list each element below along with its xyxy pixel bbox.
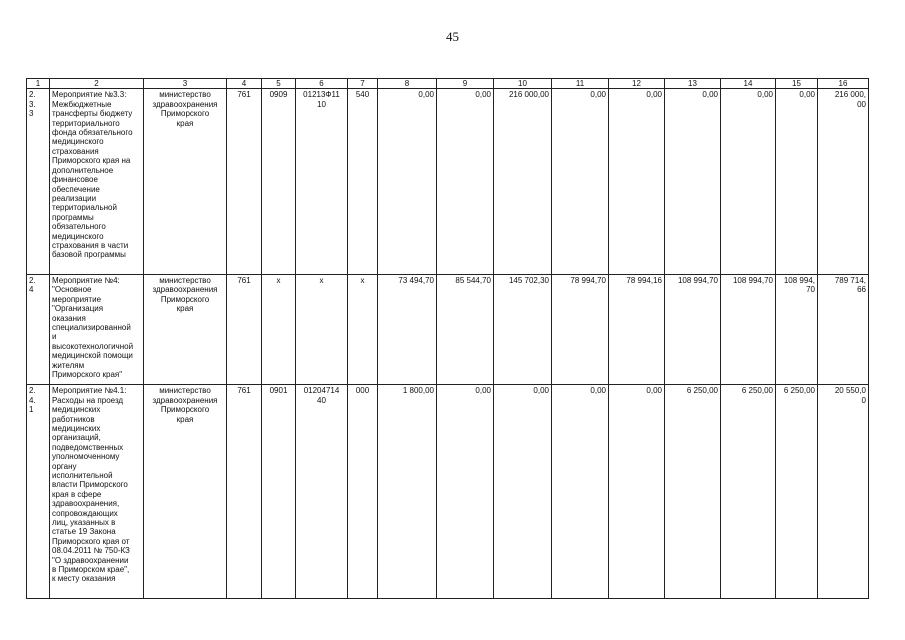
row-index: 2. 3. 3 bbox=[27, 89, 50, 275]
cell-c8: 0,00 bbox=[378, 89, 437, 275]
cell-c12: 0,00 bbox=[609, 385, 665, 599]
event-name: Мероприятие №4.1: Расходы на проезд медицинских работников медицинских организаций, подведомственных уполномоченному органу исполнительной власти Приморского края в сфере здравоохранения, сопровождающих лиц, указанных в статье 19 Закона Приморского края от 08.04.2011 № 750-КЗ "О здравоохранении в Приморском крае", к месту оказания bbox=[50, 385, 144, 599]
cell-c16: 216 000, 00 bbox=[818, 89, 869, 275]
header-cell: 15 bbox=[776, 79, 818, 89]
cell-c14: 6 250,00 bbox=[721, 385, 776, 599]
executor: министерство здравоохранения Приморского края bbox=[144, 385, 227, 599]
header-cell: 3 bbox=[144, 79, 227, 89]
cell-c5: 0909 bbox=[262, 89, 296, 275]
cell-c5: х bbox=[262, 275, 296, 385]
cell-c12: 78 994,16 bbox=[609, 275, 665, 385]
header-cell: 9 bbox=[437, 79, 494, 89]
cell-c9: 85 544,70 bbox=[437, 275, 494, 385]
header-cell: 4 bbox=[227, 79, 262, 89]
data-table bbox=[26, 78, 869, 599]
header-cell: 1 bbox=[27, 79, 50, 89]
cell-c15: 0,00 bbox=[776, 89, 818, 275]
header-cell: 2 bbox=[50, 79, 144, 89]
header-cell: 11 bbox=[552, 79, 609, 89]
cell-c4: 761 bbox=[227, 89, 262, 275]
cell-c7: 540 bbox=[348, 89, 378, 275]
cell-c11: 0,00 bbox=[552, 385, 609, 599]
cell-c8: 1 800,00 bbox=[378, 385, 437, 599]
header-cell: 16 bbox=[818, 79, 869, 89]
header-cell: 14 bbox=[721, 79, 776, 89]
header-cell: 8 bbox=[378, 79, 437, 89]
cell-c7: 000 bbox=[348, 385, 378, 599]
header-cell: 5 bbox=[262, 79, 296, 89]
header-cell: 13 bbox=[665, 79, 721, 89]
cell-c7: х bbox=[348, 275, 378, 385]
cell-c6: 01213Ф11 10 bbox=[296, 89, 348, 275]
cell-c9: 0,00 bbox=[437, 385, 494, 599]
cell-c4: 761 bbox=[227, 385, 262, 599]
cell-c9: 0,00 bbox=[437, 89, 494, 275]
cell-c13: 6 250,00 bbox=[665, 385, 721, 599]
cell-c13: 108 994,70 bbox=[665, 275, 721, 385]
row-index: 2. 4. 1 bbox=[27, 385, 50, 599]
header-row bbox=[27, 79, 869, 89]
cell-c12: 0,00 bbox=[609, 89, 665, 275]
cell-c16: 20 550,0 0 bbox=[818, 385, 869, 599]
cell-c4: 761 bbox=[227, 275, 262, 385]
cell-c10: 0,00 bbox=[494, 385, 552, 599]
cell-c8: 73 494,70 bbox=[378, 275, 437, 385]
executor: министерство здравоохранения Приморского края bbox=[144, 89, 227, 275]
row-index: 2. 4 bbox=[27, 275, 50, 385]
cell-c16: 789 714, 66 bbox=[818, 275, 869, 385]
cell-c6: 01204714 40 bbox=[296, 385, 348, 599]
cell-c13: 0,00 bbox=[665, 89, 721, 275]
event-name: Мероприятие №4: "Основное мероприятие "Организация оказания специализированной и высокотехнологичной медицинской помощи жителям Приморского края" bbox=[50, 275, 144, 385]
header-cell: 7 bbox=[348, 79, 378, 89]
cell-c6: х bbox=[296, 275, 348, 385]
cell-c15: 6 250,00 bbox=[776, 385, 818, 599]
header-cell: 10 bbox=[494, 79, 552, 89]
cell-c14: 0,00 bbox=[721, 89, 776, 275]
cell-c10: 145 702,30 bbox=[494, 275, 552, 385]
table-row bbox=[27, 385, 869, 599]
cell-c10: 216 000,00 bbox=[494, 89, 552, 275]
cell-c5: 0901 bbox=[262, 385, 296, 599]
table-row bbox=[27, 89, 869, 275]
event-name: Мероприятие №3.3: Межбюджетные трансферты бюджету территориального фонда обязательного медицинского страхования Приморского края на дополнительное финансовое обеспечение реализации территориальной программы обязательного медицинского страхования в части базовой программы bbox=[50, 89, 144, 275]
cell-c15: 108 994, 70 bbox=[776, 275, 818, 385]
cell-c14: 108 994,70 bbox=[721, 275, 776, 385]
executor: министерство здравоохранения Приморского края bbox=[144, 275, 227, 385]
cell-c11: 78 994,70 bbox=[552, 275, 609, 385]
cell-c11: 0,00 bbox=[552, 89, 609, 275]
header-cell: 6 bbox=[296, 79, 348, 89]
header-cell: 12 bbox=[609, 79, 665, 89]
table-row bbox=[27, 275, 869, 385]
page-number: 45 bbox=[446, 29, 459, 44]
